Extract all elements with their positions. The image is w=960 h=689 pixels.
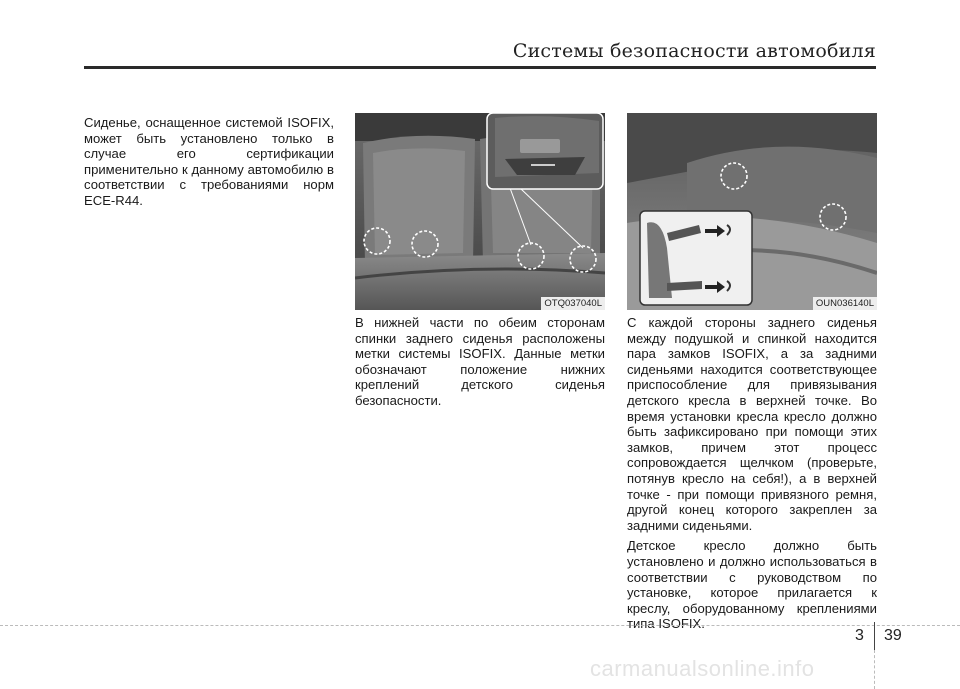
- anchor-illustration: [627, 113, 877, 310]
- figure-code: OUN036140L: [813, 297, 877, 310]
- footer-vertical-dash: [874, 650, 875, 689]
- figure-code: OTQ037040L: [541, 297, 605, 310]
- column-right: [627, 315, 877, 637]
- column-middle: [355, 315, 605, 414]
- section-title: Системы безопасности автомобиля: [512, 40, 876, 62]
- isofix-marks-paragraph: В нижней части по обеим сторонам спинки заднего сиденья расположены метки системы ISOFIX. Данные метки обозначают положение нижних креплений детского сиденья безопасности.: [355, 315, 605, 408]
- chapter-number: 3: [855, 627, 864, 644]
- isofix-cert-paragraph: Сиденье, оснащенное системой ISOFIX, может быть установлено только в случае его сертификации применительно к данному автомобилю в соответствии с требованиями норм ECE-R44.: [84, 115, 334, 208]
- child-seat-install-paragraph: Детское кресло должно быть установлено и должно использоваться в соответствии с руководством по установке, которое прилагается к креслу, оборудованному креплениями типа ISOFIX.: [627, 538, 877, 632]
- header-rule: [84, 66, 876, 69]
- rear-seat-illustration: [355, 113, 605, 310]
- isofix-locks-paragraph: С каждой стороны заднего сиденья между подушкой и спинкой находится пара замков ISOFIX, а за задними сиденьями находится соответствующее приспособление для привязывания детского кресла в верхней точке. Во время установки кресла кресло должно быть зафиксировано при помощи этих замков, причем этот процесс сопровождается щелчком (проверьте, потянув кресло на себя!), а в верхней точке - при помощи привязного ремня, другой конец которого закреплен за задними сиденьями.: [627, 315, 877, 533]
- watermark: carmanualsonline.info: [590, 656, 815, 681]
- page-number-divider: [874, 622, 875, 650]
- column-left: [84, 115, 334, 214]
- rear-seat-isofix-photo: [355, 113, 605, 310]
- isofix-anchor-photo: [627, 113, 877, 310]
- footer-dashed-line: [0, 625, 960, 626]
- page-number: 39: [884, 627, 902, 644]
